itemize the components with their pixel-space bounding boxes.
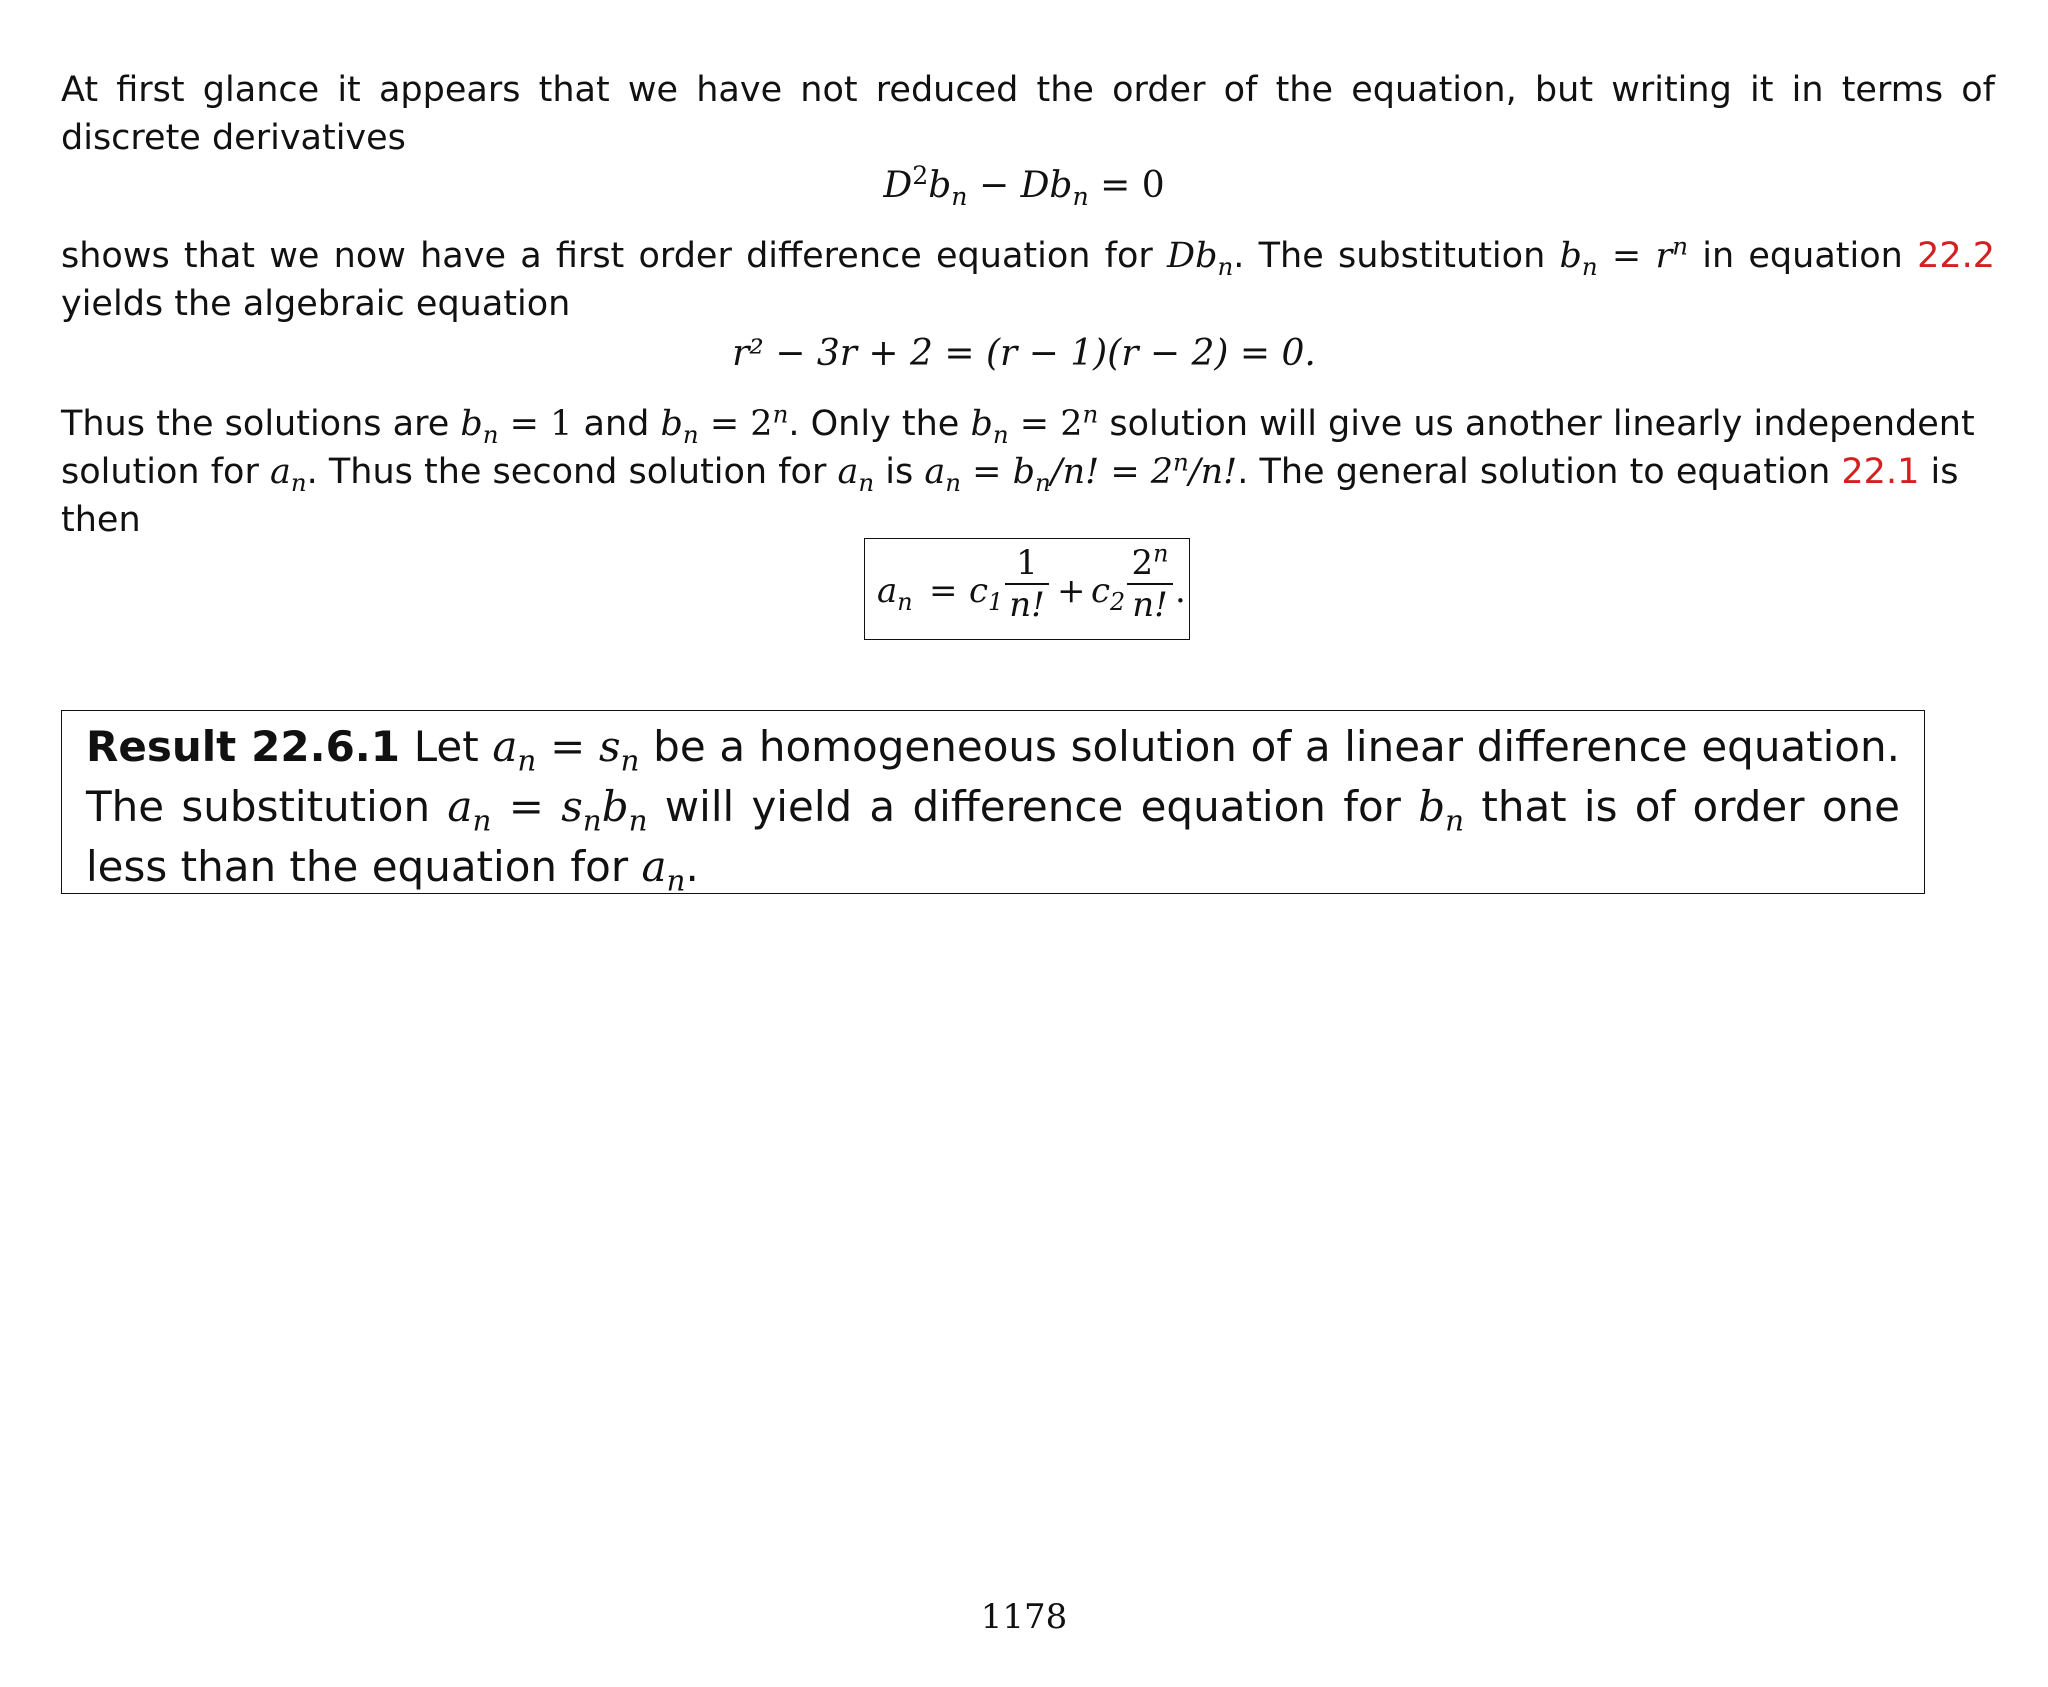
paragraph-solutions: Thus the solutions are $b_n = 1$ and $b_n = 2^n$. Only the $b_n = 2^n$ solution will give us another linearly independent solution for $a_n$. Thus the second solution for $a_n$ is $a_n = b_n/n$! = $2^n/n$!. The general solution to equation 22.1 is then — [61, 399, 1975, 540]
boxed-c1: $c_1$ — [969, 571, 1004, 616]
fraction-two-pow-over-factorial: 2$^n$ n! — [1127, 543, 1173, 625]
boxed-plus: + — [1057, 571, 1086, 611]
boxed-equals: = — [929, 571, 958, 611]
general-solution-box — [864, 538, 1190, 640]
page-number: 1178 — [980, 1597, 1068, 1637]
boxed-period: . — [1175, 571, 1186, 611]
boxed-c2: $c_2$ — [1091, 571, 1126, 616]
equation-discrete-derivatives: $D^2b_n - Db_n = 0$ — [883, 161, 1165, 212]
equation-characteristic: r² − 3r + 2 = (r − 1)(r − 2) = 0. — [732, 333, 1316, 374]
paragraph-substitution: shows that we now have a first order difference equation for $Db_n$. The substitution $b_n = r^n$ in equation 22.2 yields the algebraic equation — [61, 231, 1995, 324]
equation-ref-22-2[interactable]: 22.2 — [1917, 236, 1995, 276]
paragraph-intro: At first glance it appears that we have not reduced the order of the equation, but writing it in terms of discrete derivatives — [61, 70, 1995, 158]
equation-ref-22-1[interactable]: 22.1 — [1841, 452, 1920, 492]
result-box: Result 22.6.1 Let $a_n = s_n$ be a homogeneous solution of a linear difference equation. The substitution $a_n = s_nb_n$ will yield a difference equation for $b_n$ that is of order one less than the equation for $a_n$. — [61, 710, 1925, 894]
result-label: Result 22.6.1 — [86, 722, 400, 771]
boxed-lhs: $a_n$ — [877, 571, 913, 616]
fraction-one-over-factorial: 1 n! — [1005, 543, 1049, 625]
